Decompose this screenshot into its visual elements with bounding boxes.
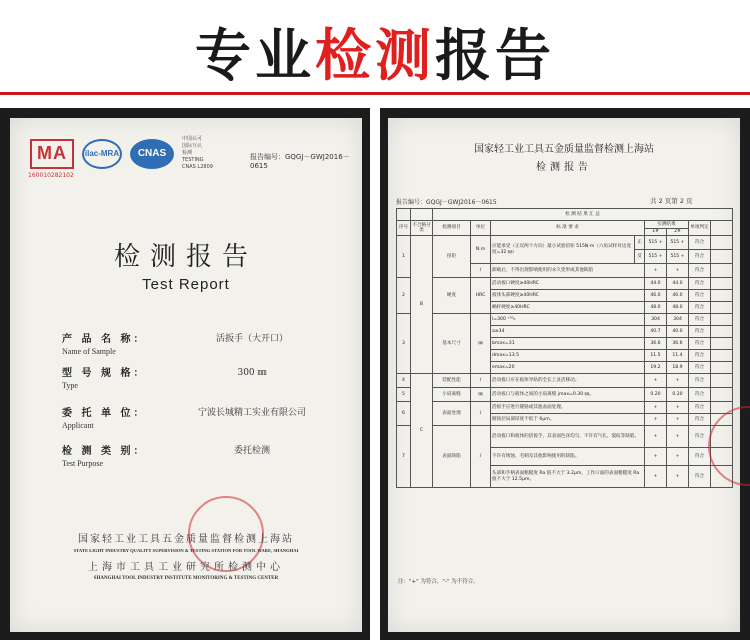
cell-requirement: bmax=31 [491, 338, 645, 350]
cell-requirement: 镀铬层局部厚度不低于 6μm。 [491, 414, 645, 426]
cell-spacer [711, 388, 733, 402]
accreditation-logos [30, 136, 213, 171]
cell-spacer [711, 374, 733, 388]
cell-judgment: 符合 [689, 426, 711, 448]
cell-spacer [711, 326, 733, 338]
cell-sample-2: 36.6 [667, 338, 689, 350]
table-row [397, 374, 733, 388]
table-row [397, 426, 733, 448]
field-type: 型 号 规 格： Type 300 ㎜ [62, 364, 342, 390]
cell-sample-1: 36.6 [645, 338, 667, 350]
cell-sample-2: + [667, 374, 689, 388]
header-measured: 实测结果 [645, 221, 689, 229]
cell-spacer [711, 278, 733, 290]
cell-spacer [711, 362, 733, 374]
cell-sample-2: 46.0 [667, 290, 689, 302]
table-title-row [397, 209, 733, 221]
cell-judgment: 符合 [689, 338, 711, 350]
cell-sample-2: + [667, 414, 689, 426]
header-judgment: 单项判定 [689, 221, 711, 236]
cell-sample-1: + [645, 264, 667, 278]
cell-unit: / [471, 426, 491, 488]
cell-direction: 正 [635, 236, 645, 250]
results-page [388, 118, 740, 632]
header-requirement: 标 准 要 求 [491, 221, 645, 236]
cell-sample-1: 0.20 [645, 388, 667, 402]
field-value: 300 ㎜ [237, 368, 267, 378]
cell-sample-1: 515 + [645, 236, 667, 250]
institute-name-en: SHANGHAI TOOL INDUSTRY INSTITUTE MONITORING & TESTING CENTER [93, 576, 279, 581]
banner-title: 专业检测报告 [195, 24, 555, 89]
cell-spacer [711, 250, 733, 264]
cell-requirement: 活动扳口和扳体的活扳手，其表面色泽均匀，不许有气孔、裂纹等缺陷。 [491, 426, 645, 448]
cell-requirement: 活动扳口与扳体之间的小肩离缝 jmax=0.30 ㎜。 [491, 388, 645, 402]
cell-no: 3 [397, 314, 411, 374]
cell-sample-1: + [645, 414, 667, 426]
header-sample-2: 2# [667, 229, 689, 236]
cell-spacer [711, 290, 733, 302]
cell-sample-2: + [667, 402, 689, 414]
cell-item: 装配性能 [433, 374, 471, 388]
cell-requirement: l=300 ⁺³⁰₀ [491, 314, 645, 326]
institute-name-cn: 上海市工具工业研究所检测中心 [88, 562, 284, 573]
cell-judgment: 符合 [689, 314, 711, 326]
cover-page [10, 118, 362, 632]
cell-unit: / [471, 402, 491, 426]
cell-sample-2: 18.9 [667, 362, 689, 374]
cell-judgment: 符合 [689, 402, 711, 414]
cell-sample-2: 48.0 [667, 302, 689, 314]
header-category: 不合格分类 [411, 221, 433, 236]
table-row [397, 402, 733, 414]
cell-requirement: dmax=13.5 [491, 350, 645, 362]
cell-judgment: 符合 [689, 362, 711, 374]
cell-category: B [411, 236, 433, 374]
table-title: 检 测 结 果 汇 总 [433, 209, 733, 221]
cell-judgment: 符合 [689, 264, 711, 278]
cell-unit: HRC [471, 278, 491, 314]
cell-sample-1: 40.7 [645, 326, 667, 338]
results-subtitle: 检测报告 [536, 162, 592, 173]
cell-sample-2: 11.4 [667, 350, 689, 362]
cell-sample-1: + [645, 426, 667, 448]
cell-unit: ㎜ [471, 314, 491, 374]
table-row [397, 278, 733, 290]
org-name-cn: 国家轻工业工具五金质量监督检测上海站 [78, 534, 294, 545]
cell-sample-2: 515 + [667, 236, 689, 250]
cma-logo: MA [30, 139, 74, 169]
cell-no: 5 [397, 388, 411, 402]
field-value: 活扳手（大开口） [215, 334, 288, 344]
banner [0, 0, 750, 105]
cell-requirement: 头部和手柄表面粗糙度 Ra 值不大于 3.2μm，工作口面的表面粗糙度 Ra 值不大于 12.5μm。 [491, 466, 645, 488]
cell-sample-1: + [645, 402, 667, 414]
ilac-mra-logo: ilac-MRA [82, 139, 122, 169]
results-note: 注："+" 为符合，"-" 为不符合。 [398, 579, 479, 585]
cell-sample-1: 11.5 [645, 350, 667, 362]
table-row [397, 236, 733, 250]
cell-no: 4 [397, 374, 411, 388]
cell-requirement: emax=20 [491, 362, 645, 374]
table-header-row [397, 221, 733, 229]
page-indicator: 共 2 页第 2 页 [650, 197, 693, 205]
cell-requirement: a≥34 [491, 326, 645, 338]
cell-requirement: 扳体头部硬度≥40HRC [491, 290, 645, 302]
cell-sample-1: 304 [645, 314, 667, 326]
results-table [396, 208, 733, 488]
cover-report-number: 报告编号：GQGJ－GWJ2016－0615 [250, 153, 350, 170]
cell-sample-1: 46.0 [645, 290, 667, 302]
cnas-cert-text: 中国认可 国际互认 检测 TESTING CNAS L2809 [182, 136, 213, 170]
table-row [397, 388, 733, 402]
results-report-number: 报告编号：GQGJ－GWJ2016－0615 [396, 199, 497, 206]
cell-requirement: 不许有锈蚀、毛刺及其他影响使用的缺陷。 [491, 448, 645, 466]
org-name-en: STATE LIGHT INDUSTRY QUALITY SUPERVISION & TESTING STATION FOR TOOL WARE, SHANGHAI [73, 548, 299, 553]
cell-sample-2: 0.20 [667, 388, 689, 402]
cell-item: 硬度 [433, 278, 471, 314]
cell-judgment: 符合 [689, 414, 711, 426]
cnas-logo: CNAS [130, 139, 174, 169]
header-unit: 单位 [471, 221, 491, 236]
cell-spacer [711, 302, 733, 314]
cell-spacer [711, 264, 733, 278]
results-table-body [397, 236, 733, 488]
field-test-purpose: 检 测 类 别： Test Purpose 委托检测 [62, 442, 342, 468]
cell-direction: 反 [635, 250, 645, 264]
cell-sample-1: + [645, 374, 667, 388]
cell-sample-1: + [645, 448, 667, 466]
cell-item: 小肩离缝 [433, 388, 471, 402]
cell-spacer [711, 338, 733, 350]
cell-requirement: 活动扳口应在扳体导轨的全长上灵活移动。 [491, 374, 645, 388]
cma-number: 160010282102 [28, 172, 74, 179]
cell-no: 6 [397, 402, 411, 426]
cell-requirement: 应能承受（正反两个方向）最小试验扭矩 515N·m（六角试样对边宽度=32 ㎜） [491, 236, 635, 264]
cell-sample-2: 515 + [667, 250, 689, 264]
cell-sample-2: + [667, 448, 689, 466]
cell-sample-1: 44.0 [645, 278, 667, 290]
cell-sample-1: 19.2 [645, 362, 667, 374]
cell-sample-1: 515 + [645, 250, 667, 264]
cell-requirement: 卸载后，不得出现影响使用的永久变形或其他缺陷 [491, 264, 645, 278]
header-sample-1: 1# [645, 229, 667, 236]
cell-sample-1: + [645, 466, 667, 488]
cover-title-en: Test Report [142, 276, 230, 293]
cell-sample-2: + [667, 264, 689, 278]
cell-sample-2: 304 [667, 314, 689, 326]
table-row [397, 314, 733, 326]
cell-judgment: 符合 [689, 302, 711, 314]
cell-sample-2: + [667, 426, 689, 448]
cell-judgment: 符合 [689, 236, 711, 250]
cell-judgment: 符合 [689, 374, 711, 388]
cell-item: 表面处理 [433, 402, 471, 426]
cell-unit: / [471, 264, 491, 278]
cell-judgment: 符合 [689, 466, 711, 488]
results-org-title: 国家轻工业工具五金质量监督检测上海站 [474, 144, 654, 155]
cell-spacer [711, 236, 733, 250]
field-sample-name: 产 品 名 称： Name of Sample 活扳手（大开口） [62, 330, 342, 356]
cell-item: 表面缺陷 [433, 426, 471, 488]
cell-spacer [711, 350, 733, 362]
cell-judgment: 符合 [689, 448, 711, 466]
cell-judgment: 符合 [689, 290, 711, 302]
header-item: 检测项目 [433, 221, 471, 236]
cell-judgment: 符合 [689, 326, 711, 338]
banner-divider [0, 92, 750, 95]
header-no: 序号 [397, 221, 411, 236]
cell-judgment: 符合 [689, 350, 711, 362]
field-applicant: 委 托 单 位： Applicant 宁波长城精工实业有限公司 [62, 404, 342, 430]
cell-sample-2: + [667, 466, 689, 488]
cell-unit: ㎜ [471, 388, 491, 402]
cell-category: C [411, 374, 433, 488]
cell-requirement: 活扳手应进行镀铬或其他表面处理。 [491, 402, 645, 414]
cell-no: 7 [397, 426, 411, 488]
cell-unit: N.m [471, 236, 491, 264]
cell-sample-2: 44.0 [667, 278, 689, 290]
cell-spacer [711, 314, 733, 326]
cell-no: 1 [397, 236, 411, 278]
cell-requirement: 活动扳口硬度≥40HRC [491, 278, 645, 290]
cell-unit: / [471, 374, 491, 388]
cell-no: 2 [397, 278, 411, 314]
cover-title-cn: 检测报告 [113, 242, 258, 272]
cell-item: 扭矩 [433, 236, 471, 278]
cell-judgment: 符合 [689, 250, 711, 264]
cell-sample-1: 48.0 [645, 302, 667, 314]
cell-item: 基本尺寸 [433, 314, 471, 374]
cell-judgment: 符合 [689, 388, 711, 402]
cell-judgment: 符合 [689, 278, 711, 290]
cell-sample-2: 40.0 [667, 326, 689, 338]
cell-requirement: 蜗杆硬度≥40HRC [491, 302, 645, 314]
field-value: 委托检测 [233, 446, 270, 456]
field-value: 宁波长城精工实业有限公司 [197, 408, 306, 418]
